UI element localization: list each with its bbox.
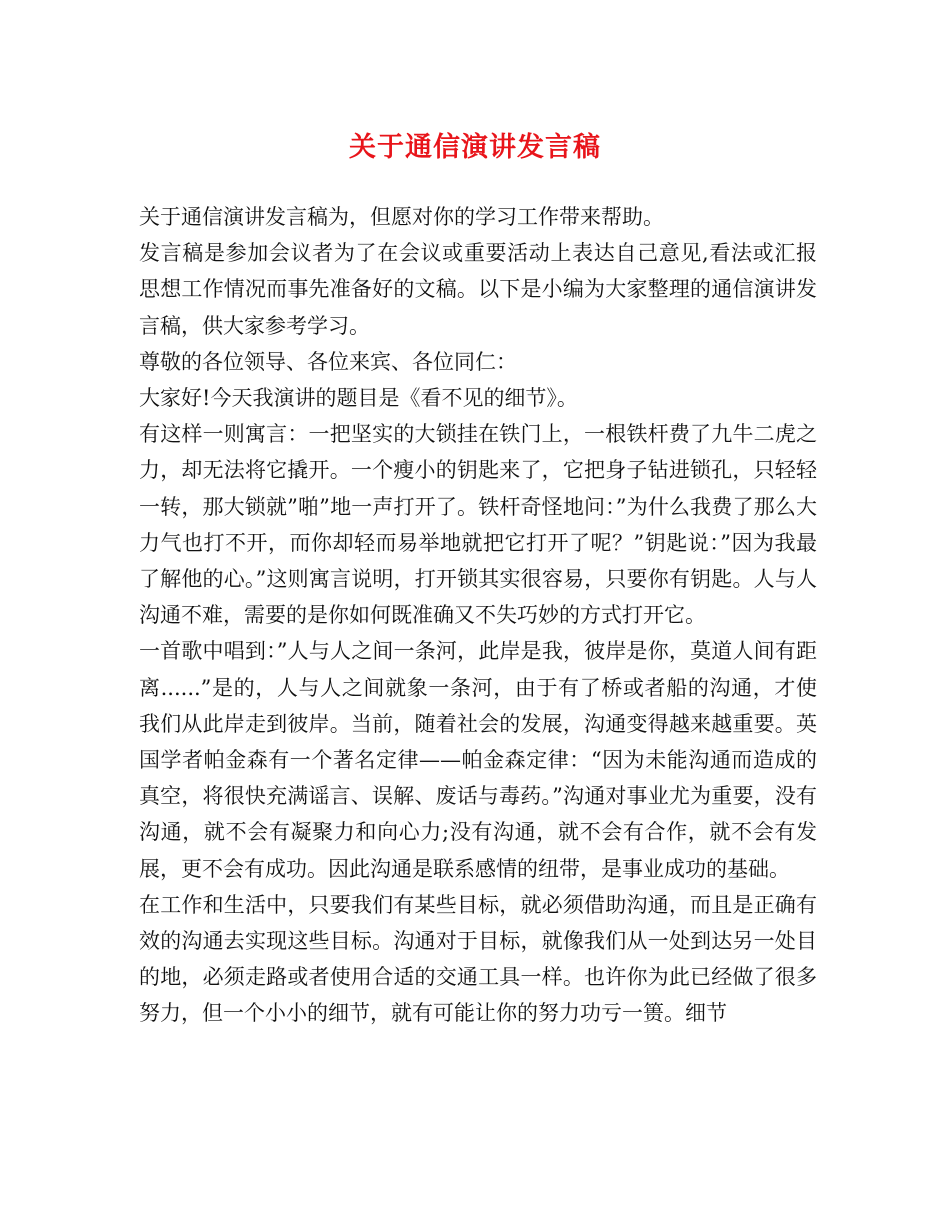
paragraph-salutation: 尊敬的各位领导、各位来宾、各位同仁： [139, 349, 517, 374]
document-title: 关于通信演讲发言稿 [349, 132, 601, 163]
paragraph-song: 一首歌中唱到：”人与人之间一条河，此岸是我，彼岸是你，莫道人间有距离......”是的，人与人之间就象一条河，由于有了桥或者船的沟通，才使我们从此岸走到彼岸。当前，随着社会的发展，沟通变得越来越重要。英国学者帕金森有一个著名定律——帕金森定律：“因为未能沟通而造成的真空，将很快充满谣言、误解、废话与毒药。”沟通对事业尤为重要，没有沟通，就不会有凝聚力和向心力;没有沟通，就不会有合作，就不会有发展，更不会有成功。因此沟通是联系感情的纽带，是事业成功的基础。 [139, 639, 817, 881]
paragraph-greeting: 大家好!今天我演讲的题目是《看不见的细节》。 [139, 386, 578, 411]
paragraph-definition: 发言稿是参加会议者为了在会议或重要活动上表达自己意见,看法或汇报思想工作情况而事先准备好的文稿。以下是小编为大家整理的通信演讲发言稿，供大家参考学习。 [139, 241, 817, 338]
paragraph-intro: 关于通信演讲发言稿为，但愿对你的学习工作带来帮助。 [139, 205, 664, 229]
document-body [139, 199, 817, 1032]
paragraph-fable: 有这样一则寓言：一把坚实的大锁挂在铁门上，一根铁杆费了九牛二虎之力，却无法将它撬开。一个瘦小的钥匙来了，它把身子钻进锁孔，只轻轻一转，那大锁就”啪”地一声打开了。铁杆奇怪地问：”为什么我费了那么大力气也打不开，而你却轻而易举地就把它打开了呢？”钥匙说：”因为我最了解他的心。”这则寓言说明，打开锁其实很容易，只要你有钥匙。人与人沟通不难，需要的是你如何既准确又不失巧妙的方式打开它。 [139, 422, 817, 628]
paragraph-goals: 在工作和生活中，只要我们有某些目标，就必须借助沟通，而且是正确有效的沟通去实现这些目标。沟通对于目标，就像我们从一处到达另一处目的地，必须走路或者使用合适的交通工具一样。也许你为此已经做了很多努力，但一个小小的细节，就有可能让你的努力功亏一篑。细节 [139, 892, 817, 1026]
